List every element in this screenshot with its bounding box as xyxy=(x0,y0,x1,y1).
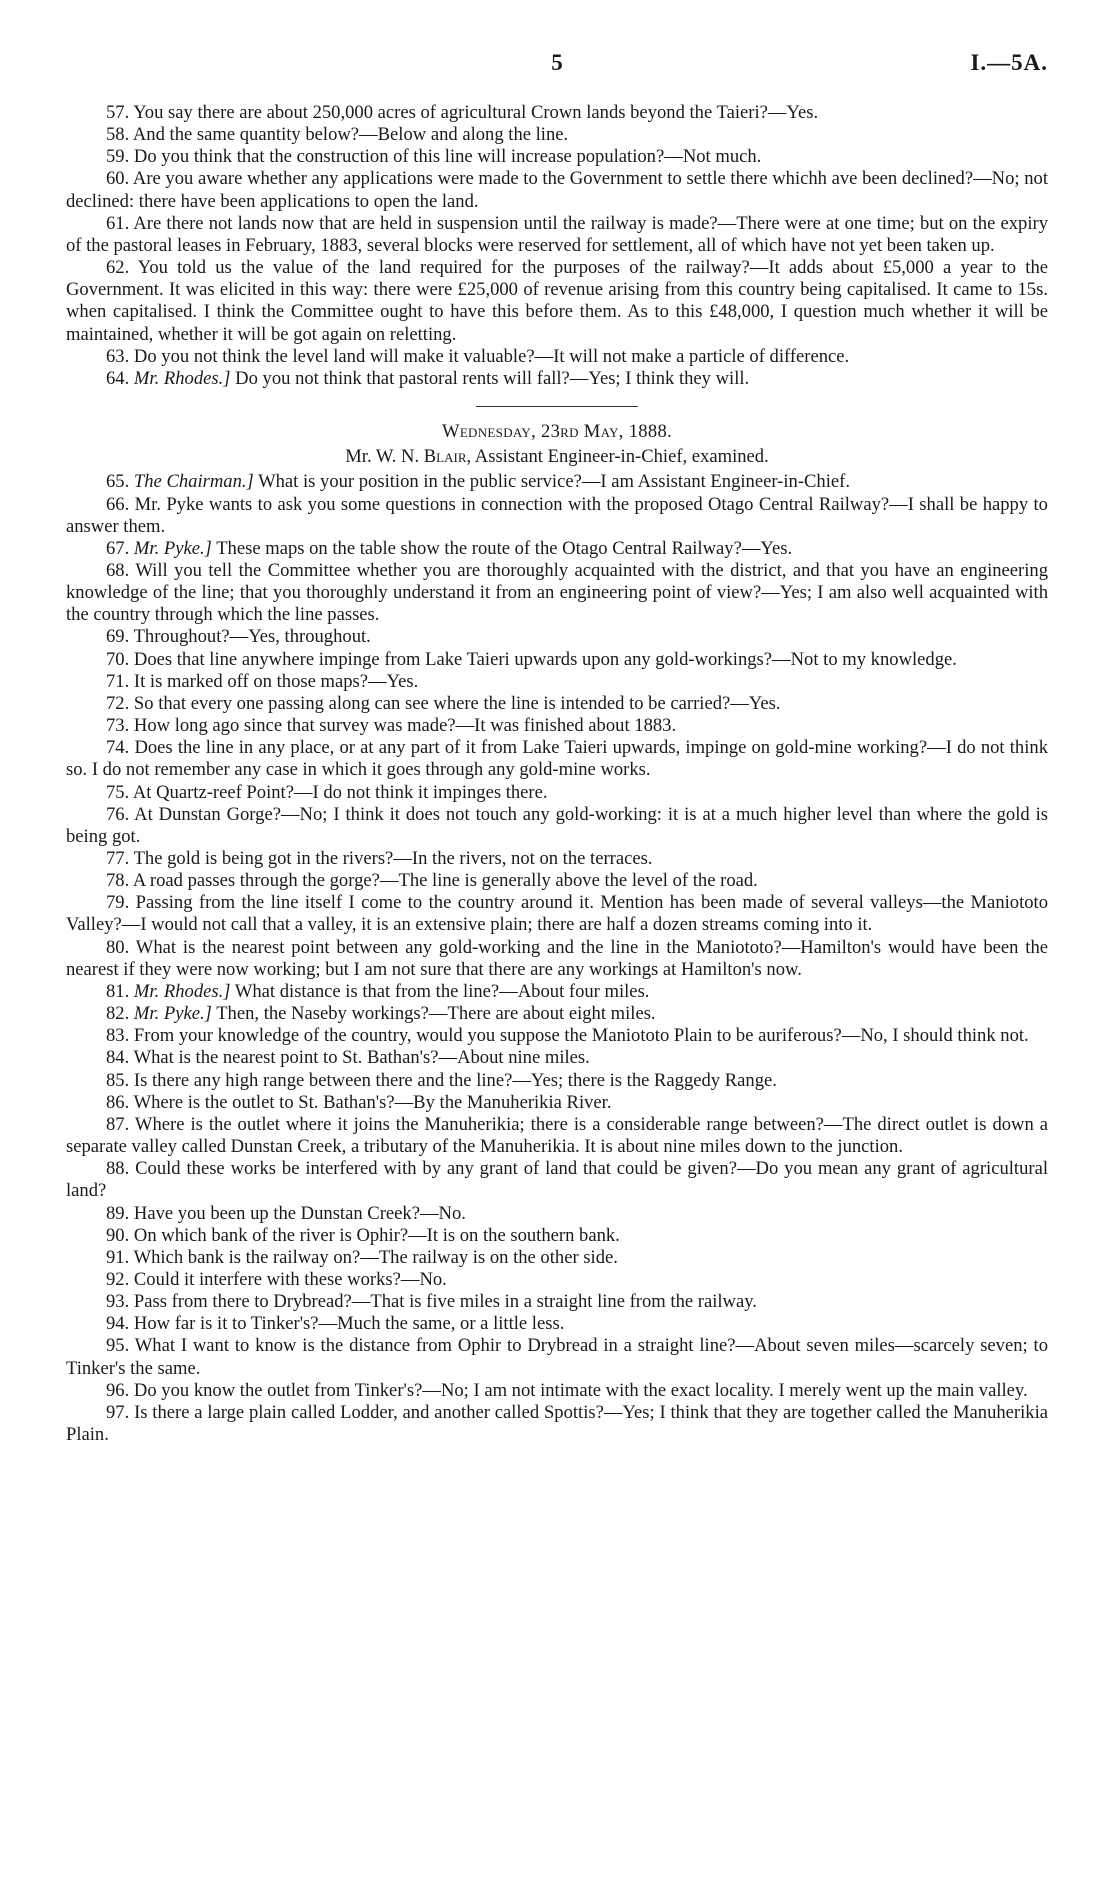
question-text: Have you been up the Dunstan Creek?—No. xyxy=(133,1202,466,1224)
question-number: 78. xyxy=(106,870,130,892)
question-text: Do you not think that pastoral rents will fall?—Yes; I think they will. xyxy=(235,367,750,389)
question-number: 63. xyxy=(106,345,130,367)
question-paragraph xyxy=(66,494,1048,538)
section-divider xyxy=(476,406,638,407)
question-paragraph xyxy=(66,1291,1048,1313)
question-text: How long ago since that survey was made?—It was finished about 1883. xyxy=(133,715,677,737)
question-text: Could these works be interfered with by any grant of land that could be given?—Do you mean any grant of agricultural land? xyxy=(66,1158,1048,1202)
question-text: Are you aware whether any applications were made to the Government to settle there whichh ave been declined?—No; not declined: there have been applications to open the land. xyxy=(66,168,1048,212)
question-text: What is the nearest point between any gold-working and the line in the Maniototo?—Hamilton's would have been the nearest if they were now working; but I am not sure that there are any workings at Hamilton's now. xyxy=(66,936,1049,980)
question-number: 82. xyxy=(106,1003,130,1025)
question-number: 66. xyxy=(106,493,130,515)
evidence-section-2 xyxy=(66,471,1048,1446)
question-text: Will you tell the Committee whether you are thoroughly acquainted with the district, and that you have an engineering knowledge of the line; that you thoroughly understand it from an engineering point of view?—Yes; I am also well acquainted with the country through which the line passes. xyxy=(66,559,1048,626)
question-speaker: Mr. Pyke.] xyxy=(133,1003,212,1025)
question-paragraph xyxy=(66,715,1048,737)
question-text: Where is the outlet to St. Bathan's?—By the Manuherikia River. xyxy=(133,1091,612,1113)
question-paragraph xyxy=(66,1247,1048,1269)
question-paragraph xyxy=(66,892,1048,936)
question-text: Does that line anywhere impinge from Lake Taieri upwards upon any gold-workings?—Not to my knowledge. xyxy=(133,648,957,670)
question-paragraph xyxy=(66,1313,1048,1335)
question-paragraph xyxy=(66,368,1048,390)
question-number: 64. xyxy=(106,367,130,389)
question-paragraph xyxy=(66,693,1048,715)
page-number: 5 xyxy=(551,50,563,75)
question-number: 70. xyxy=(106,648,130,670)
question-number: 95. xyxy=(106,1335,130,1357)
question-text: The gold is being got in the rivers?—In the rivers, not on the terraces. xyxy=(133,848,653,869)
question-number: 94. xyxy=(106,1313,130,1335)
question-paragraph xyxy=(66,213,1048,257)
question-number: 62. xyxy=(106,257,130,279)
page-header xyxy=(66,50,1048,80)
question-text: What is the nearest point to St. Bathan's?—About nine miles. xyxy=(133,1047,590,1069)
question-text: Are there not lands now that are held in suspension until the railway is made?—There were at one time; but on the expiry of the pastoral leases in February, 1883, several blocks were reserved for settlement, all of which have not yet been taken up. xyxy=(66,212,1048,256)
question-paragraph xyxy=(66,649,1048,671)
question-number: 76. xyxy=(106,803,130,825)
question-speaker: Mr. Pyke.] xyxy=(133,537,212,559)
question-paragraph xyxy=(66,257,1048,346)
question-paragraph xyxy=(66,538,1048,560)
question-paragraph xyxy=(66,1335,1048,1379)
question-paragraph xyxy=(66,1269,1048,1291)
question-paragraph xyxy=(66,1025,1048,1047)
question-speaker: Mr. Rhodes.] xyxy=(133,980,231,1002)
question-number: 74. xyxy=(106,737,130,759)
question-text: Do you know the outlet from Tinker's?—No; I am not intimate with the exact locality. I merely went up the main valley. xyxy=(133,1379,1028,1401)
question-paragraph xyxy=(66,1402,1048,1446)
question-text: You say there are about 250,000 acres of agricultural Crown lands beyond the Taieri?—Yes. xyxy=(133,102,819,123)
question-number: 67. xyxy=(106,537,130,559)
question-number: 84. xyxy=(106,1047,130,1069)
witness-heading xyxy=(66,446,1048,468)
question-number: 61. xyxy=(106,212,130,234)
question-number: 73. xyxy=(106,715,130,737)
question-number: 79. xyxy=(106,892,130,914)
question-text: What I want to know is the distance from Ophir to Drybread in a straight line?—About seven miles—scarcely seven; to Tinker's the same. xyxy=(66,1335,1048,1379)
question-number: 58. xyxy=(106,124,130,146)
question-number: 85. xyxy=(106,1069,130,1091)
question-text: So that every one passing along can see where the line is intended to be carried?—Yes. xyxy=(133,692,781,714)
question-number: 89. xyxy=(106,1202,130,1224)
question-text: From your knowledge of the country, would you suppose the Maniototo Plain to be auriferous?—No, I should think not. xyxy=(133,1025,1029,1047)
question-text: What is your position in the public service?—I am Assistant Engineer-in-Chief. xyxy=(258,471,850,493)
question-number: 60. xyxy=(106,168,130,190)
question-number: 90. xyxy=(106,1224,130,1246)
question-paragraph xyxy=(66,1203,1048,1225)
question-text: These maps on the table show the route of the Otago Central Railway?—Yes. xyxy=(216,537,793,559)
session-date xyxy=(66,421,1048,443)
question-number: 69. xyxy=(106,626,130,648)
question-paragraph xyxy=(66,1003,1048,1025)
question-paragraph xyxy=(66,737,1048,781)
question-number: 93. xyxy=(106,1291,130,1313)
question-text: What distance is that from the line?—About four miles. xyxy=(234,980,650,1002)
question-paragraph xyxy=(66,146,1048,168)
question-paragraph xyxy=(66,848,1048,870)
session-date-rest: , 23rd May, 1888. xyxy=(531,421,673,443)
question-paragraph xyxy=(66,124,1048,146)
question-number: 97. xyxy=(106,1401,130,1423)
question-paragraph xyxy=(66,1047,1048,1069)
question-paragraph xyxy=(66,671,1048,693)
question-text: Does the line in any place, or at any part of it from Lake Taieri upwards, impinge on gold-mine working?—I do not think so. I do not remember any case in which it goes through any gold-mine works. xyxy=(66,737,1048,781)
question-paragraph xyxy=(66,1114,1048,1158)
question-number: 65. xyxy=(106,471,130,493)
question-text: At Dunstan Gorge?—No; I think it does not touch any gold-working: it is at a much higher level than where the gold is being got. xyxy=(66,803,1048,847)
question-text: Where is the outlet where it joins the Manuherikia; there is a considerable range between?—The direct outlet is down a separate valley called Dunstan Creek, a tributary of the Manuherikia. It is about nine miles down to the junction. xyxy=(66,1113,1049,1158)
question-number: 92. xyxy=(106,1268,130,1290)
question-number: 57. xyxy=(106,102,130,123)
question-text: It is marked off on those maps?—Yes. xyxy=(133,670,419,692)
question-paragraph xyxy=(66,804,1048,848)
question-number: 75. xyxy=(106,781,130,803)
witness-suffix: , Assistant Engineer-in-Chief, examined. xyxy=(466,446,769,468)
question-paragraph xyxy=(66,1092,1048,1114)
question-number: 96. xyxy=(106,1379,130,1401)
question-number: 86. xyxy=(106,1091,130,1113)
question-text: Is there a large plain called Lodder, and another called Spottis?—Yes; I think that they are together called the Manuherikia Plain. xyxy=(66,1401,1048,1446)
question-paragraph xyxy=(66,1225,1048,1247)
question-number: 77. xyxy=(106,848,130,869)
session-weekday: Wednesday xyxy=(441,421,532,443)
question-number: 91. xyxy=(106,1246,130,1268)
question-text: At Quartz-reef Point?—I do not think it impinges there. xyxy=(132,781,548,803)
question-number: 68. xyxy=(106,559,130,581)
question-number: 71. xyxy=(106,670,130,692)
question-text: Pass from there to Drybread?—That is five miles in a straight line from the railway. xyxy=(133,1291,757,1313)
question-text: Then, the Naseby workings?—There are about eight miles. xyxy=(216,1003,656,1025)
evidence-section-1 xyxy=(66,102,1048,390)
question-paragraph xyxy=(66,471,1048,493)
question-text: Passing from the line itself I come to the country around it. Mention has been made of several valleys—the Maniototo Valley?—I would not call that a valley, it is an extensive plain; there are half a dozen streams coming into it. xyxy=(66,892,1048,936)
question-number: 80. xyxy=(106,936,130,958)
question-number: 87. xyxy=(106,1113,130,1135)
document-body xyxy=(66,102,1048,1446)
question-paragraph xyxy=(66,937,1048,981)
question-text: Mr. Pyke wants to ask you some questions in connection with the proposed Otago Central Railway?—I shall be happy to answer them. xyxy=(66,493,1048,537)
question-paragraph xyxy=(66,1380,1048,1402)
question-paragraph xyxy=(66,870,1048,892)
document-reference: I.—5A. xyxy=(970,50,1048,75)
question-text: How far is it to Tinker's?—Much the same, or a little less. xyxy=(133,1313,565,1335)
question-paragraph xyxy=(66,560,1048,626)
question-text: Could it interfere with these works?—No. xyxy=(133,1268,447,1290)
question-text: Throughout?—Yes, throughout. xyxy=(133,626,371,648)
question-text: Do you think that the construction of this line will increase population?—Not much. xyxy=(133,146,762,168)
question-paragraph xyxy=(66,1158,1048,1202)
question-text: Do you not think the level land will make it valuable?—It will not make a particle of difference. xyxy=(133,345,850,367)
question-number: 83. xyxy=(106,1025,130,1047)
question-paragraph xyxy=(66,782,1048,804)
question-paragraph xyxy=(66,168,1048,212)
question-text: You told us the value of the land required for the purposes of the railway?—It adds about £5,000 a year to the Government. It was elicited in this way: there were £25,000 of revenue arising from this country being capitalised. It came to 15s. when capitalised. I think the Committee ought to have this before them. As to this £48,000, I question much whether it will be maintained, whether it will be got again on reletting. xyxy=(66,257,1048,345)
question-paragraph xyxy=(66,1070,1048,1092)
question-speaker: Mr. Rhodes.] xyxy=(133,367,231,389)
question-number: 88. xyxy=(106,1158,130,1180)
question-speaker: The Chairman.] xyxy=(133,471,254,493)
question-text: And the same quantity below?—Below and along the line. xyxy=(132,124,569,146)
witness-prefix: Mr. W. N. xyxy=(345,446,424,468)
question-number: 81. xyxy=(106,980,130,1002)
question-paragraph xyxy=(66,626,1048,648)
question-text: A road passes through the gorge?—The line is generally above the level of the road. xyxy=(132,870,758,892)
question-paragraph xyxy=(66,981,1048,1003)
question-paragraph xyxy=(66,102,1048,124)
question-number: 59. xyxy=(106,146,130,168)
question-paragraph xyxy=(66,346,1048,368)
question-number: 72. xyxy=(106,692,130,714)
question-text: Which bank is the railway on?—The railway is on the other side. xyxy=(133,1246,618,1268)
question-text: Is there any high range between there and the line?—Yes; there is the Raggedy Range. xyxy=(133,1069,777,1091)
question-text: On which bank of the river is Ophir?—It is on the southern bank. xyxy=(133,1224,620,1246)
witness-surname: Blair xyxy=(423,446,467,468)
